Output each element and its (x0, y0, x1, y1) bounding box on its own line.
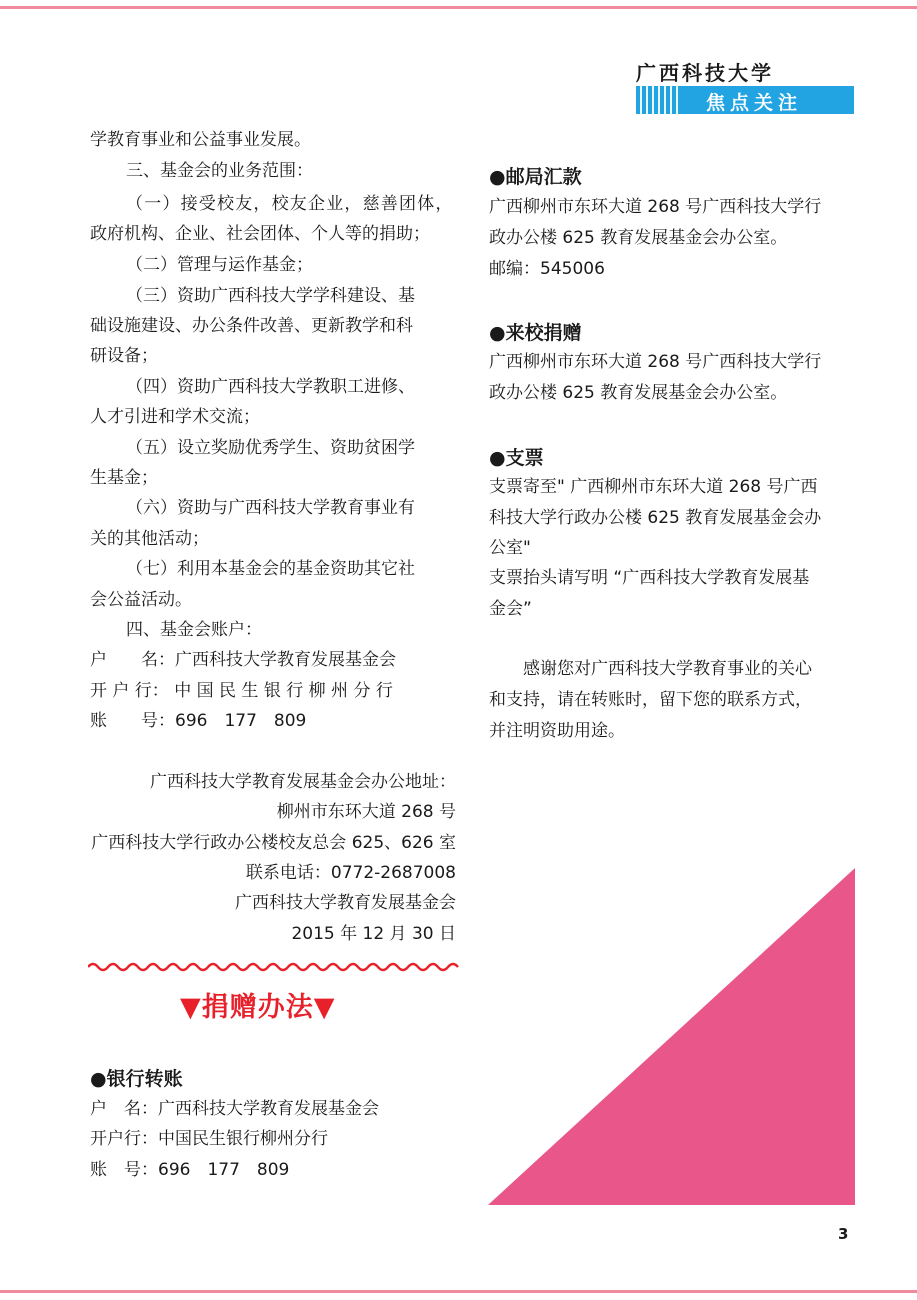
visit-line: 政办公楼 625 教育发展基金会办公室。 (489, 383, 788, 403)
account-name: 户 名：广西科技大学教育发展基金会 (90, 650, 396, 670)
account-bank: 开 户 行： 中 国 民 生 银 行 柳 州 分 行 (90, 681, 393, 701)
wavy-divider (88, 960, 460, 974)
decorative-triangle (488, 868, 856, 1206)
left-line: 人才引进和学术交流； (90, 407, 260, 427)
date-line: 2015 年 12 月 30 日 (291, 924, 456, 944)
post-line: 政办公楼 625 教育发展基金会办公室。 (489, 228, 788, 248)
cheque-heading: ●支票 (489, 447, 544, 469)
cheque-line: 公室" (489, 538, 531, 558)
address-line: 广西科技大学行政办公楼校友总会 625、626 室 (91, 833, 456, 853)
left-line: （二）管理与运作基金； (126, 255, 313, 275)
left-line: 学教育事业和公益事业发展。 (90, 130, 311, 150)
left-line: 关的其他活动； (90, 529, 209, 549)
left-line: 四、基金会账户： (126, 620, 262, 640)
left-line: 础设施建设、办公条件改善、更新教学和科 (90, 316, 413, 336)
post-heading: ●邮局汇款 (489, 166, 582, 188)
bank-line: 户 名：广西科技大学教育发展基金会 (90, 1099, 379, 1119)
cheque-line: 科技大学行政办公楼 625 教育发展基金会办 (489, 508, 822, 528)
left-line: （五）设立奖励优秀学生、资助贫困学 (126, 438, 415, 458)
thanks-line: 和支持，请在转账时，留下您的联系方式， (489, 690, 812, 710)
visit-line: 广西柳州市东环大道 268 号广西科技大学行 (489, 352, 822, 372)
signature-line: 广西科技大学教育发展基金会 (235, 893, 456, 913)
left-line: （四）资助广西科技大学教职工进修、 (126, 377, 415, 397)
visit-heading: ●来校捐赠 (489, 322, 582, 344)
cheque-line: 支票寄至" 广西柳州市东环大道 268 号广西 (489, 477, 818, 497)
left-line: 研设备； (90, 346, 158, 366)
phone-line: 联系电话：0772-2687008 (245, 863, 456, 883)
left-line: 生基金； (90, 468, 158, 488)
donation-methods-title: ▼捐赠办法▼ (180, 992, 336, 1023)
left-line: 政府机构、企业、社会团体、个人等的捐助； (90, 224, 430, 244)
post-line: 广西柳州市东环大道 268 号广西科技大学行 (489, 197, 822, 217)
left-line: （六）资助与广西科技大学教育事业有 (126, 498, 415, 518)
bank-transfer-heading: ●银行转账 (90, 1068, 183, 1090)
address-line: 柳州市东环大道 268 号 (276, 802, 456, 822)
banner-stripes (640, 86, 680, 114)
left-line: （七）利用本基金会的基金资助其它社 (126, 559, 415, 579)
section-title: 焦点关注 (706, 92, 803, 114)
page-number: 3 (838, 1225, 849, 1243)
bank-line: 账 号：696 177 809 (90, 1160, 290, 1180)
left-line: 会公益活动。 (90, 590, 192, 610)
bank-line: 开户行：中国民生银行柳州分行 (90, 1129, 328, 1149)
left-line: （一）接受校友，校友企业，慈善团体， (126, 194, 454, 214)
section-banner (636, 86, 854, 114)
school-name: 广西科技大学 (636, 61, 774, 85)
left-line: 三、基金会的业务范围： (126, 161, 313, 181)
thanks-line: 并注明资助用途。 (489, 721, 625, 741)
postcode-line: 邮编：545006 (489, 259, 605, 279)
thanks-line: 感谢您对广西科技大学教育事业的关心 (489, 659, 812, 679)
cheque-line: 金会” (489, 599, 532, 619)
address-line: 广西科技大学教育发展基金会办公地址： (150, 772, 456, 792)
cheque-line: 支票抬头请写明 “广西科技大学教育发展基 (489, 568, 810, 588)
left-line: （三）资助广西科技大学学科建设、基 (126, 286, 415, 306)
top-rule (0, 6, 917, 9)
account-number: 账 号：696 177 809 (90, 711, 307, 731)
bottom-rule (0, 1290, 917, 1293)
